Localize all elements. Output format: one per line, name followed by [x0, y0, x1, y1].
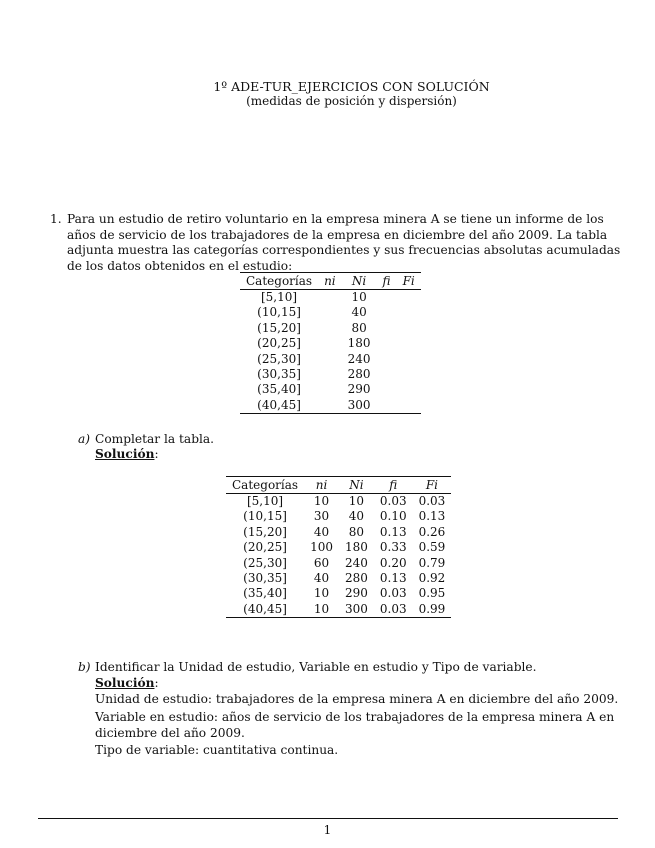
table-cell [397, 367, 421, 382]
table-row [226, 509, 451, 524]
frequency-table-complete [226, 476, 451, 618]
table-cell: [5,10] [260, 290, 298, 304]
table-cell: (35,40] [257, 382, 301, 397]
table-cell: (35,40] [243, 586, 287, 601]
part-b-question: Identificar la Unidad de estudio, Variable en estudio y Tipo de variable. [95, 660, 537, 674]
column-header: ni [304, 477, 339, 494]
table-cell [318, 367, 342, 382]
table-cell: 80 [351, 320, 367, 335]
table-cell: 0.99 [413, 602, 452, 618]
part-a-question: Completar la tabla. [95, 432, 215, 446]
table-cell: 10 [313, 494, 330, 508]
table-cell: 0.03 [379, 494, 407, 508]
table-cell: 0.20 [379, 555, 407, 570]
table-cell: (20,25] [257, 336, 301, 351]
table-cell: 0.92 [418, 571, 446, 586]
table-cell: 80 [348, 524, 365, 539]
table-cell [377, 321, 397, 336]
table-row [226, 494, 451, 510]
table-row [240, 352, 421, 367]
table-cell: 0.13 [379, 524, 407, 539]
table-row [240, 336, 421, 351]
column-header: Categorías [226, 477, 304, 494]
part-b-solution-heading [95, 676, 159, 690]
solution-colon: : [154, 676, 159, 690]
table-cell: 0.03 [374, 602, 413, 618]
table-cell [397, 352, 421, 367]
table-cell: 290 [347, 382, 371, 397]
table-row [240, 305, 421, 320]
solution-colon: : [154, 447, 159, 461]
table-cell: 0.03 [418, 494, 446, 508]
solution-study-unit: Unidad de estudio: trabajadores de la empresa minera A en diciembre del año 2009. [95, 692, 619, 706]
exercise-number: 1. [50, 212, 62, 226]
table-cell: (15,20] [243, 524, 287, 539]
table-cell: (30,35] [257, 367, 301, 382]
table-cell: 180 [347, 336, 371, 351]
table-cell: [5,10] [246, 494, 284, 508]
table-cell [377, 382, 397, 397]
table-row [226, 586, 451, 601]
footer-rule [38, 818, 618, 819]
document-subtitle: (medidas de posición y dispersión) [246, 94, 457, 108]
table-cell: 280 [347, 367, 371, 382]
table-cell: (30,35] [243, 571, 287, 586]
solution-label: Solución [95, 676, 155, 690]
table-cell: 30 [313, 509, 330, 524]
table-cell [318, 382, 342, 397]
table-cell: 180 [344, 540, 368, 555]
table-cell: 40 [313, 524, 330, 539]
table-cell: 100 [310, 540, 333, 555]
table-cell: 300 [339, 602, 374, 618]
table-cell [318, 305, 342, 320]
part-a-label: a) [78, 432, 91, 446]
table-cell: 280 [344, 571, 368, 586]
table-row [226, 602, 451, 618]
table-cell [318, 352, 342, 367]
table-cell [397, 305, 421, 320]
table-cell [318, 290, 342, 306]
table-cell [377, 305, 397, 320]
table-cell [377, 290, 397, 306]
table-cell [397, 290, 421, 306]
table-row [240, 321, 421, 336]
table-cell [397, 321, 421, 336]
part-b-label: b) [78, 660, 91, 674]
table-cell: 40 [313, 571, 330, 586]
table-row [240, 382, 421, 397]
table-cell: 0.10 [379, 509, 407, 524]
solution-variable-type: Tipo de variable: cuantitativa continua. [95, 743, 339, 757]
table-cell: 40 [348, 509, 365, 524]
table-cell: 40 [351, 305, 367, 320]
table-row [226, 540, 451, 555]
table-row [226, 571, 451, 586]
column-header: Fi [397, 273, 421, 290]
table-cell [397, 382, 421, 397]
table-cell [377, 336, 397, 351]
table-cell [397, 336, 421, 351]
table-cell: 290 [344, 586, 368, 601]
table-cell: (20,25] [243, 540, 287, 555]
table-cell: 0.59 [418, 540, 446, 555]
table-cell: 10 [351, 290, 367, 304]
table-cell [377, 352, 397, 367]
table-cell: 300 [342, 398, 377, 414]
table-row [240, 398, 421, 414]
table-cell: (10,15] [257, 305, 301, 320]
document-title: 1º ADE-TUR_EJERCICIOS CON SOLUCIÓN [213, 79, 490, 94]
table-cell [318, 321, 342, 336]
table-cell: 0.79 [418, 555, 446, 570]
table-cell: 0.13 [418, 509, 446, 524]
column-header: fi [374, 477, 413, 494]
table-cell: 0.33 [379, 540, 407, 555]
page-number: 1 [323, 823, 332, 837]
table-cell: (25,30] [243, 555, 287, 570]
table-row [226, 525, 451, 540]
table-cell: (10,15] [243, 509, 287, 524]
table-cell: 10 [313, 586, 330, 601]
column-header: Fi [413, 477, 452, 494]
table-cell: 0.03 [379, 586, 407, 601]
table-row [240, 290, 421, 306]
table-cell: (40,45] [240, 398, 318, 414]
table-cell [397, 398, 421, 414]
table-cell: (40,45] [226, 602, 304, 618]
table-cell [318, 398, 342, 414]
table-row [240, 367, 421, 382]
exercise-statement: Para un estudio de retiro voluntario en la empresa minera A se tiene un informe de los años de servicio de los trabajadores de la empresa en diciembre del año 2009. La tabla adjunta muestra las categorías correspondientes y sus frecuencias absolutas acumuladas de los datos obtenidos en el estudio: [67, 212, 621, 273]
table-cell: 240 [344, 555, 368, 570]
table-cell: 0.95 [418, 586, 446, 601]
column-header: Categorías [240, 273, 318, 290]
table-cell [377, 398, 397, 414]
table-cell: (15,20] [257, 320, 301, 335]
table-cell [318, 336, 342, 351]
table-cell: (25,30] [257, 351, 301, 366]
part-a-solution-heading [95, 447, 159, 461]
column-header: ni [318, 273, 342, 290]
table-cell: 60 [313, 555, 330, 570]
table-cell: 0.13 [379, 571, 407, 586]
table-cell: 10 [304, 602, 339, 618]
solution-variable: Variable en estudio: años de servicio de los trabajadores de la empresa minera A en diciembre del año 2009. [95, 710, 615, 740]
table-cell: 10 [348, 494, 365, 508]
table-cell [377, 367, 397, 382]
solution-label: Solución [95, 447, 155, 461]
table-cell: 0.26 [418, 524, 446, 539]
table-cell: 240 [347, 351, 371, 366]
column-header: Ni [339, 477, 374, 494]
table-row [226, 556, 451, 571]
column-header: Ni [342, 273, 377, 290]
column-header: fi [377, 273, 397, 290]
frequency-table-incomplete [240, 272, 421, 414]
